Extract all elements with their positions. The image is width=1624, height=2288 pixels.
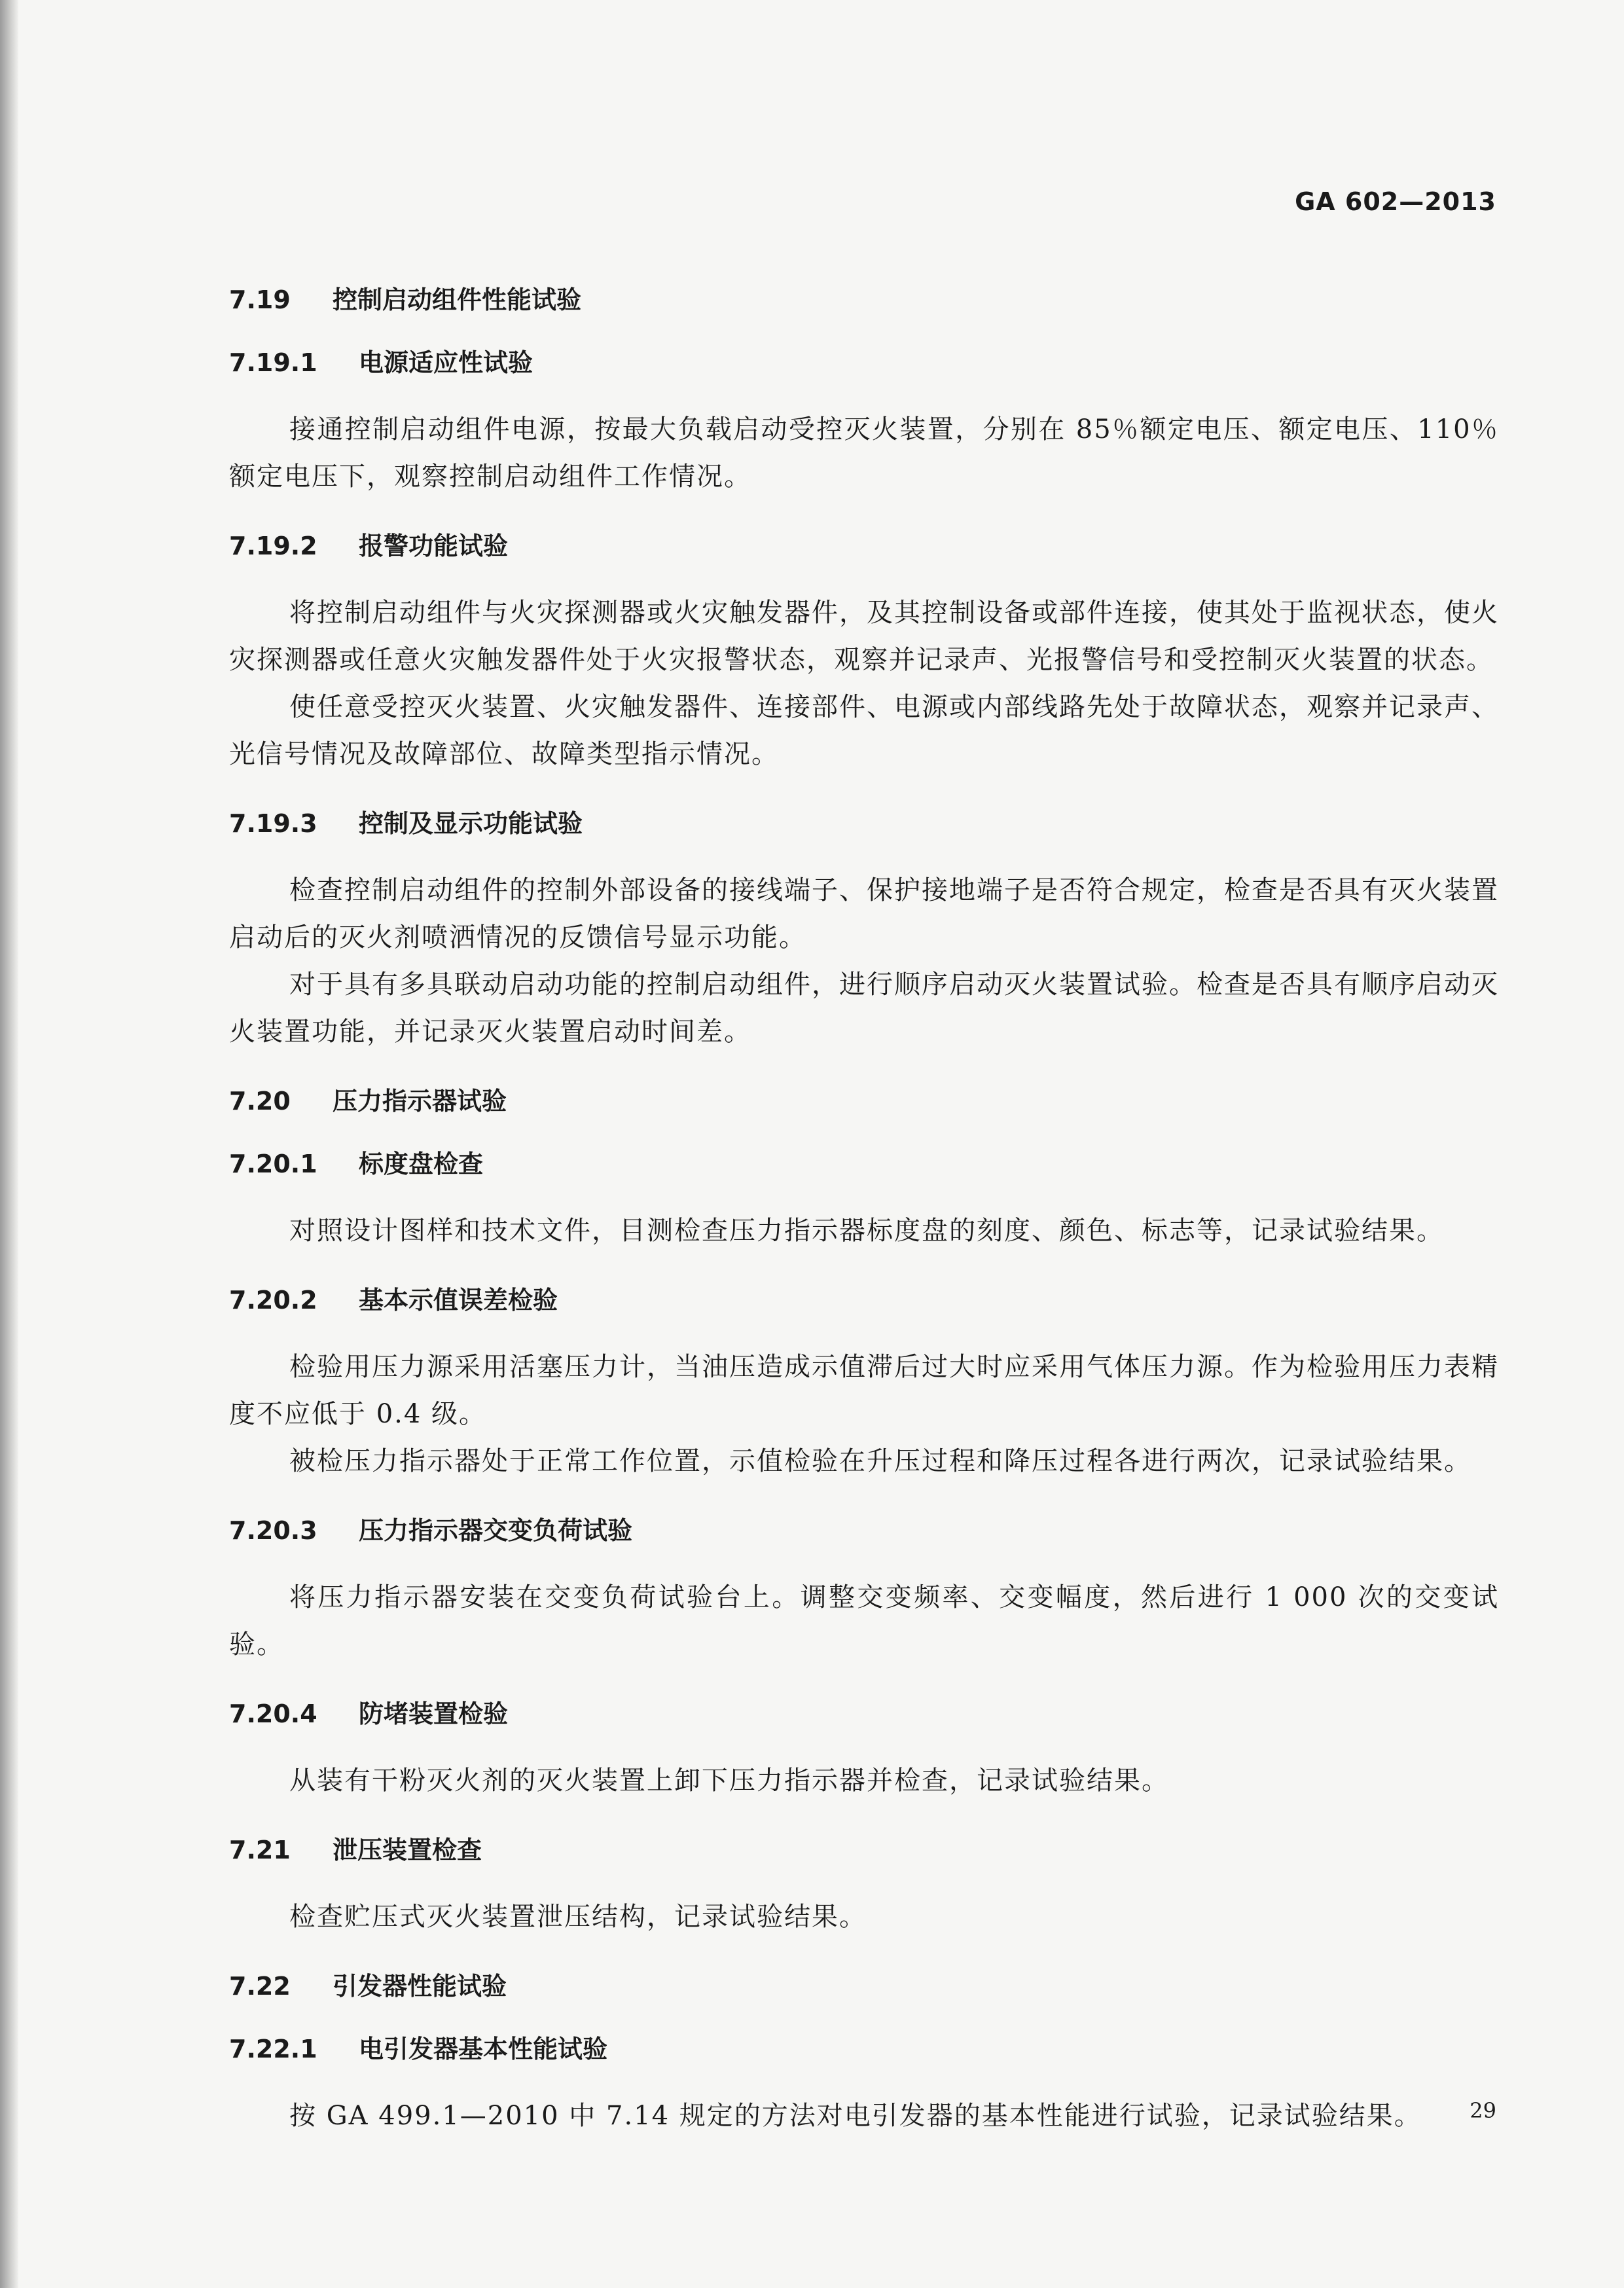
section-title: 控制启动组件性能试验 [333,285,582,314]
section-heading [229,1283,1499,1317]
body-paragraph: 检验用压力源采用活塞压力计，当油压造成示值滞后过大时应采用气体压力源。作为检验用压力表精度不应低于 0.4 级。 [229,1352,1499,1429]
spacer [229,778,1499,807]
section-number: 7.20.2 [229,1286,317,1315]
standard-code: GA 602—2013 [1295,187,1496,216]
section-heading [229,1969,1499,2003]
section-title: 标度盘检查 [359,1150,484,1178]
section-title: 泄压装置检查 [333,1836,482,1864]
spacer [229,1485,1499,1514]
section-number: 7.22.1 [229,2035,317,2063]
section-title: 基本示值误差检验 [359,1286,558,1315]
spacer [229,563,1499,589]
section-heading [229,346,1499,380]
section-title: 压力指示器交变负荷试验 [359,1516,633,1545]
section-heading [229,1514,1499,1548]
spacer [229,380,1499,406]
section-number: 7.20.4 [229,1699,317,1728]
spacer [229,2003,1499,2032]
body-paragraph: 对于具有多具联动启动功能的控制启动组件，进行顺序启动灭火装置试验。检查是否具有顺序启动灭火装置功能，并记录灭火装置启动时间差。 [229,970,1499,1047]
section-heading [229,807,1499,841]
spacer [229,2066,1499,2092]
body-paragraph: 将控制启动组件与火灾探测器或火灾触发器件，及其控制设备或部件连接，使其处于监视状态，使火灾探测器或任意火灾触发器件处于火灾报警状态，观察并记录声、光报警信号和受控制灭火装置的状态。 [229,598,1499,675]
spacer [229,317,1499,346]
section-heading [229,529,1499,563]
body-paragraph: 检查贮压式灭火装置泄压结构，记录试验结果。 [289,1902,867,1932]
body-paragraph: 从装有干粉灭火剂的灭火装置上卸下压力指示器并检查，记录试验结果。 [289,1766,1169,1796]
section-title: 电源适应性试验 [359,348,533,377]
section-heading [229,1833,1499,1867]
body-paragraph: 接通控制启动组件电源，按最大负载启动受控灭火装置，分别在 85％额定电压、额定电压、110％额定电压下，观察控制启动组件工作情况。 [229,414,1499,492]
spacer [229,1254,1499,1283]
spacer [229,1867,1499,1893]
section-title: 控制及显示功能试验 [359,809,583,838]
body-paragraph: 将压力指示器安装在交变负荷试验台上。调整交变频率、交变幅度，然后进行 1 000 次的交变试验。 [229,1582,1499,1660]
section-number: 7.20 [229,1087,291,1116]
section-title: 引发器性能试验 [333,1972,507,2001]
spacer [229,500,1499,529]
section-heading [229,2032,1499,2066]
section-heading [229,1084,1499,1118]
section-number: 7.21 [229,1836,291,1864]
body-paragraph: 按 GA 499.1—2010 中 7.14 规定的方法对电引发器的基本性能进行试验，记录试验结果。 [289,2101,1422,2131]
section-heading [229,283,1499,317]
body-paragraph: 检查控制启动组件的控制外部设备的接线端子、保护接地端子是否符合规定，检查是否具有灭火装置启动后的灭火剂喷洒情况的反馈信号显示功能。 [229,875,1499,953]
body-paragraph: 使任意受控灭火装置、火灾触发器件、连接部件、电源或内部线路先处于故障状态，观察并记录声、光信号情况及故障部位、故障类型指示情况。 [229,692,1499,769]
section-number: 7.20.3 [229,1516,317,1545]
section-title: 报警功能试验 [359,532,509,560]
page-content [229,283,1499,2139]
spacer [229,1804,1499,1833]
page-number: 29 [1470,2098,1496,2123]
section-title: 电引发器基本性能试验 [359,2035,608,2063]
spacer [229,1181,1499,1207]
section-number: 7.19.3 [229,809,317,838]
spacer [229,841,1499,867]
section-title: 压力指示器试验 [333,1087,507,1116]
body-paragraph: 对照设计图样和技术文件，目测检查压力指示器标度盘的刻度、颜色、标志等，记录试验结果。 [289,1216,1444,1246]
spacer [229,1118,1499,1147]
body-paragraph: 被检压力指示器处于正常工作位置，示值检验在升压过程和降压过程各进行两次，记录试验结果。 [289,1446,1471,1476]
section-heading [229,1147,1499,1181]
section-number: 7.19.1 [229,348,317,377]
section-number: 7.22 [229,1972,291,2001]
section-heading [229,1697,1499,1731]
spacer [229,1548,1499,1574]
spacer [229,1940,1499,1969]
section-number: 7.19.2 [229,532,317,560]
section-number: 7.20.1 [229,1150,317,1178]
section-number: 7.19 [229,285,291,314]
spacer [229,1317,1499,1343]
section-title: 防堵装置检验 [359,1699,509,1728]
spacer [229,1731,1499,1757]
spacer [229,1055,1499,1084]
spacer [229,1668,1499,1697]
